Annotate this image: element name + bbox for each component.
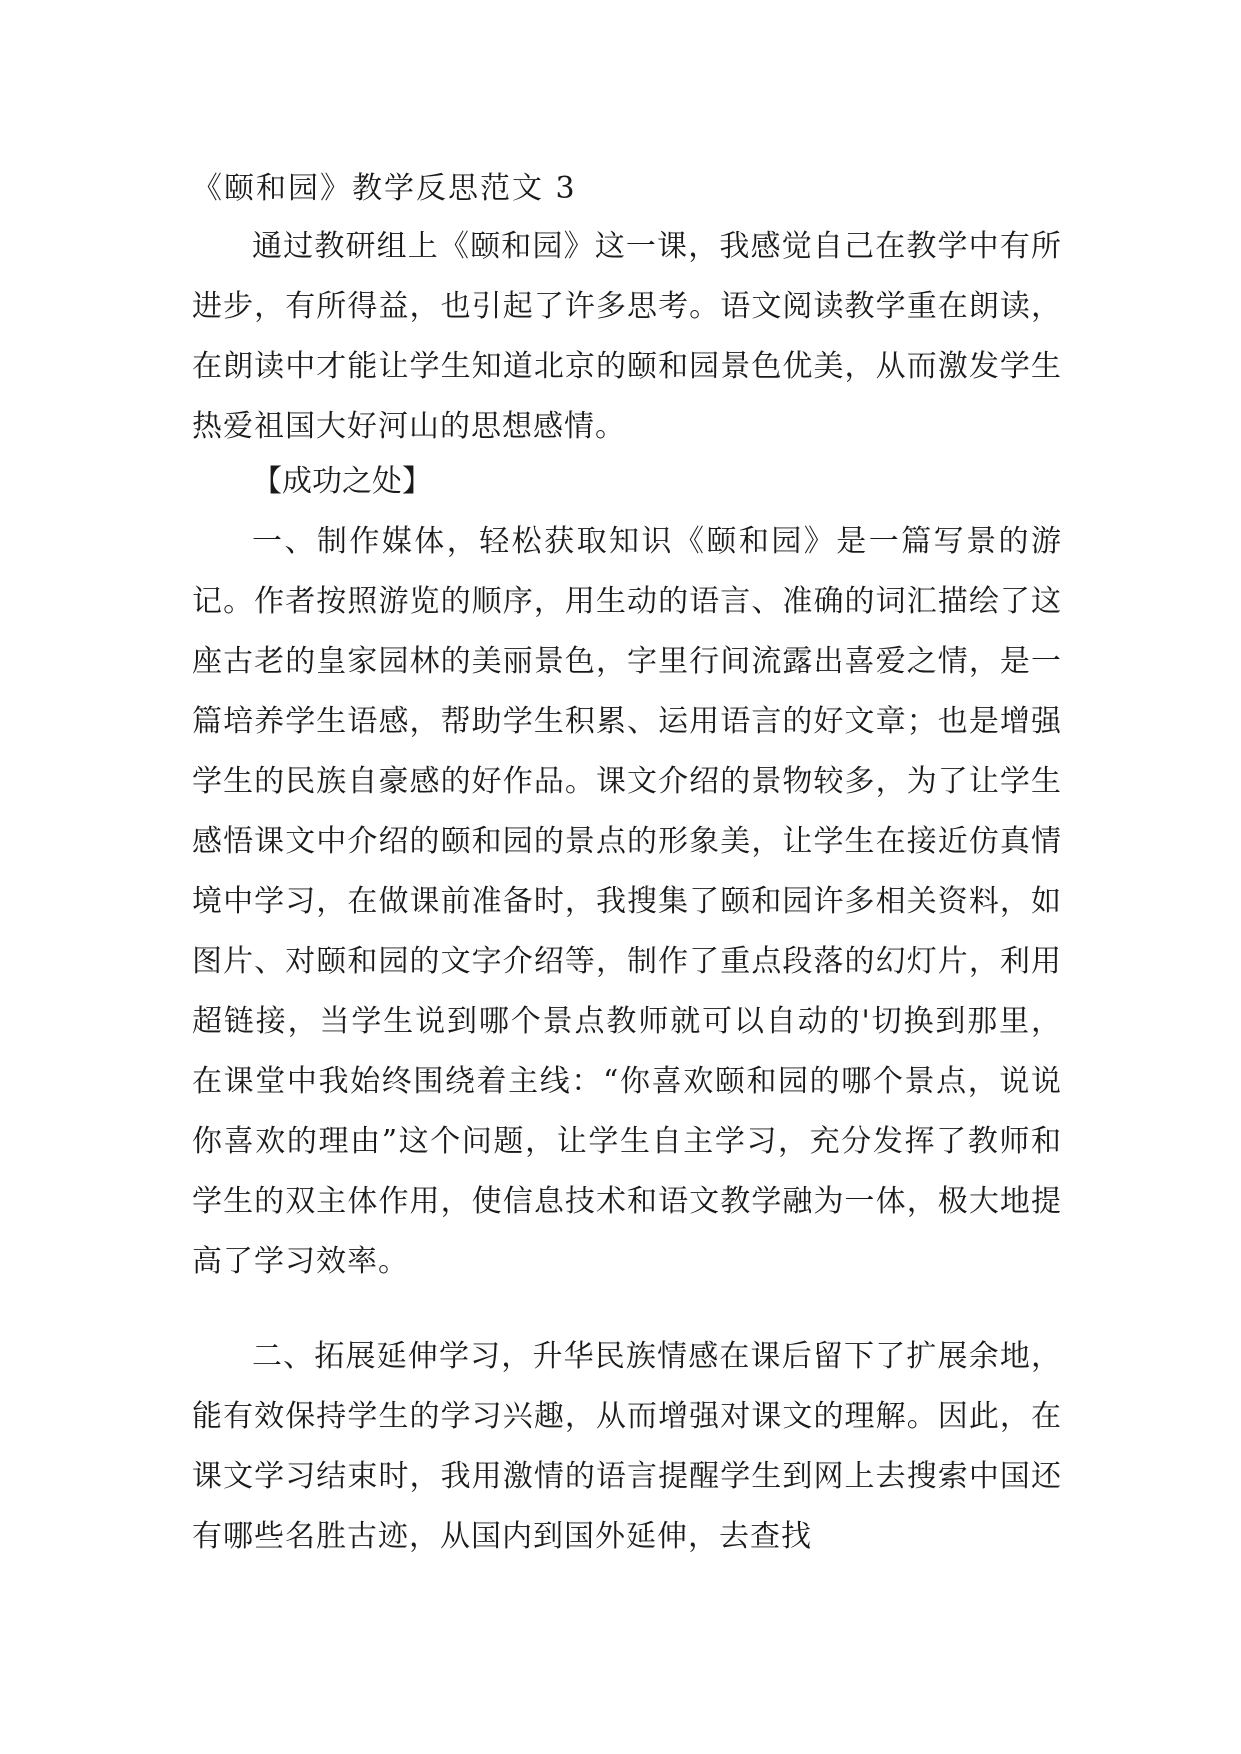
document-title: 《颐和园》教学反思范文 3 [192,171,577,206]
intro-paragraph: 通过教研组上《颐和园》这一课，我感觉自己在教学中有所进步，有所得益，也引起了许多思考。语文阅读教学重在朗读，在朗读中才能让学生知道北京的颐和园景色优美，从而激发学生热爱祖国大好河山的思想感情。 [192,229,1062,444]
section-heading: 【成功之处】 [252,464,432,499]
point-one-paragraph: 一、制作媒体，轻松获取知识《颐和园》是一篇写景的游记。作者按照游览的顺序，用生动的语言、准确的词汇描绘了这座古老的皇家园林的美丽景色，字里行间流露出喜爱之情，是一篇培养学生语感，帮助学生积累、运用语言的好文章；也是增强学生的民族自豪感的好作品。课文介绍的景物较多，为了让学生感悟课文中介绍的颐和园的景点的形象美，让学生在接近仿真情境中学习，在做课前准备时，我搜集了颐和园许多相关资料，如图片、对颐和园的文字介绍等，制作了重点段落的幻灯片，利用超链接，当学生说到哪个景点教师就可以自动的'切换到那里，在课堂中我始终围绕着主线：“你喜欢颐和园的哪个景点，说说你喜欢的理由”这个问题，让学生自主学习，充分发挥了教师和学生的双主体作用，使信息技术和语文教学融为一体，极大地提高了学习效率。 [192,524,1062,1279]
point-two-paragraph: 二、拓展延伸学习，升华民族情感在课后留下了扩展余地，能有效保持学生的学习兴趣，从而增强对课文的理解。因此，在课文学习结束时，我用激情的语言提醒学生到网上去搜索中国还有哪些名胜古迹，从国内到国外延伸，去查找 [192,1339,1062,1554]
